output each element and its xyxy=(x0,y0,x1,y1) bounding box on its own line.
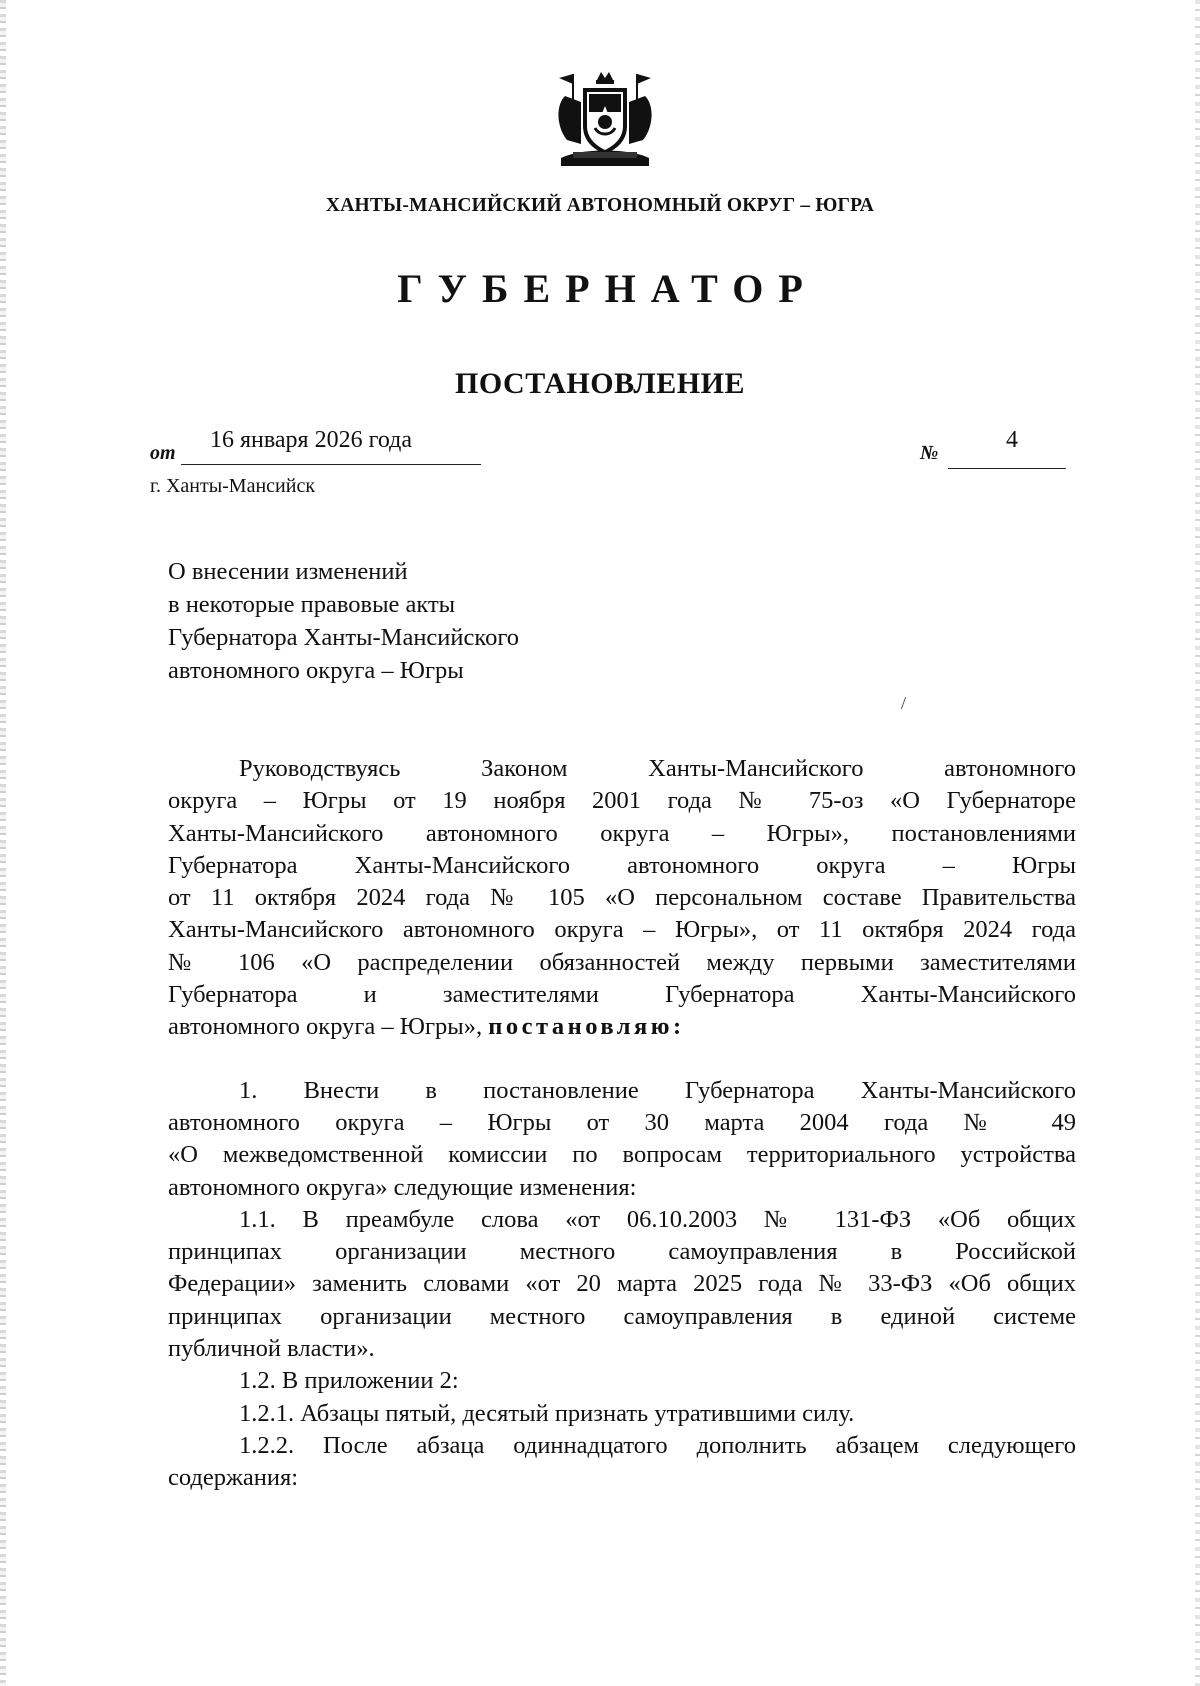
text-line: 1.2.1. Абзацы пятый, десятый признать утратившими силу. xyxy=(239,1399,855,1427)
text-line: принципах организации местного самоуправления в единой системе xyxy=(168,1302,1076,1330)
text-line: № 106 «О распределении обязанностей между первыми заместителями xyxy=(168,948,1076,976)
document-subject xyxy=(168,555,519,687)
text-line: содержания: xyxy=(168,1464,299,1492)
preamble-last-text: автономного округа – Югры», xyxy=(168,1013,483,1041)
decree-word: постановляю: xyxy=(488,1013,685,1041)
document-city: г. Ханты-Мансийск xyxy=(150,475,316,497)
text-line: автономного округа – Югры от 30 марта 2004 года № 49 xyxy=(168,1108,1076,1136)
text-line: Руководствуясь Законом Ханты-Мансийского автономного xyxy=(239,755,1076,782)
scan-edge-left xyxy=(0,0,6,1686)
text-line: автономного округа» следующие изменения: xyxy=(168,1173,637,1201)
coat-of-arms-icon xyxy=(551,66,659,174)
item-1-2-paragraph xyxy=(168,1365,1076,1397)
text-line: «О межведомственной комиссии по вопросам территориального устройства xyxy=(168,1141,1076,1169)
text-line: принципах организации местного самоуправления в Российской xyxy=(168,1238,1076,1266)
item-1-1-paragraph xyxy=(168,1204,1076,1365)
text-line: 1.1. В преамбуле слова «от 06.10.2003 № 131-ФЗ «Об общих xyxy=(239,1205,1076,1233)
document-number: 4 xyxy=(1006,427,1018,453)
number-label: № xyxy=(920,442,939,464)
text-line: 1.2.2. После абзаца одиннадцатого дополнить абзацем следующего xyxy=(239,1431,1076,1459)
subject-line: автономного округа – Югры xyxy=(168,657,464,684)
authority-title: ГУБЕРНАТОР xyxy=(397,266,818,311)
document-body xyxy=(168,753,1076,1495)
item-1-2-1-paragraph xyxy=(168,1398,1076,1430)
preamble-paragraph xyxy=(168,753,1076,1044)
text-line: Федерации» заменить словами «от 20 марта 2025 года № 33-ФЗ «Об общих xyxy=(168,1270,1076,1298)
text-line: округа – Югры от 19 ноября 2001 года № 75-оз «О Губернаторе xyxy=(168,787,1076,815)
date-label: от xyxy=(150,442,176,464)
text-line: Ханты-Мансийского автономного округа – Югры», от 11 октября 2024 года xyxy=(168,916,1076,944)
text-line: 1.2. В приложении 2: xyxy=(239,1367,459,1395)
text-line xyxy=(168,1011,1076,1043)
document-type-title: ПОСТАНОВЛЕНИЕ xyxy=(455,367,745,400)
scan-edge-right xyxy=(1195,0,1200,1686)
text-line: публичной власти». xyxy=(168,1335,375,1363)
text-line: Губернатора и заместителями Губернатора Ханты-Мансийского xyxy=(168,981,1076,1009)
subject-line: Губернатора Ханты-Мансийского xyxy=(168,624,520,651)
region-title: ХАНТЫ-МАНСИЙСКИЙ АВТОНОМНЫЙ ОКРУГ – ЮГРА xyxy=(325,195,875,216)
item-1-2-2-paragraph xyxy=(168,1430,1076,1495)
document-date: 16 января 2026 года xyxy=(210,427,413,453)
scan-mark xyxy=(901,697,910,709)
text-line: 1. Внести в постановление Губернатора Ханты-Мансийского xyxy=(239,1076,1076,1104)
subject-line: в некоторые правовые акты xyxy=(168,591,456,618)
item-1-paragraph xyxy=(168,1075,1076,1204)
text-line: от 11 октября 2024 года № 105 «О персональном составе Правительства xyxy=(168,884,1076,912)
subject-line: О внесении изменений xyxy=(168,558,408,585)
text-line: Губернатора Ханты-Мансийского автономного округа – Югры xyxy=(168,851,1076,879)
text-line: Ханты-Мансийского автономного округа – Югры», постановлениями xyxy=(168,819,1076,847)
